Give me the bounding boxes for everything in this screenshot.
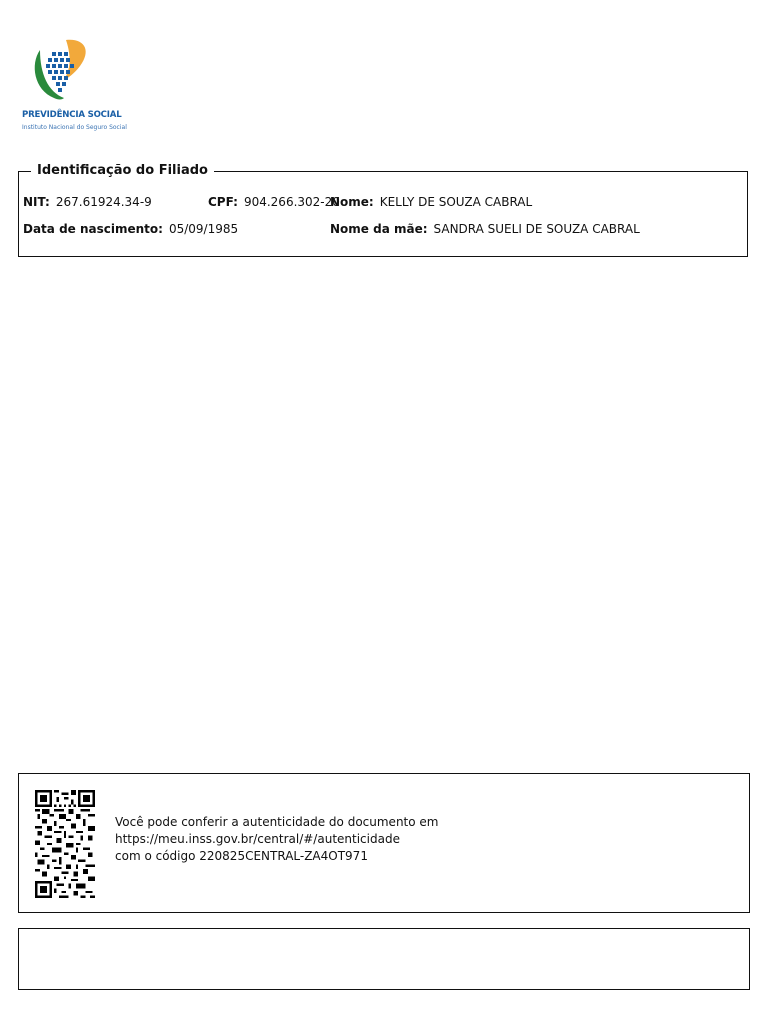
autenticidade-box: [18, 773, 750, 913]
previdencia-social-logo: [18, 36, 127, 140]
nit-value: 267.61924.34-9: [55, 195, 152, 209]
nascimento-label: Data de nascimento:: [23, 222, 163, 236]
nit-label: NIT:: [23, 195, 50, 209]
autenticidade-code: com o código 220825CENTRAL-ZA4OT971: [115, 849, 368, 863]
autenticidade-url: https://meu.inss.gov.br/central/#/autenticidade: [115, 832, 400, 846]
autenticidade-text: [115, 814, 438, 865]
identificacao-filiado-section: [18, 163, 748, 257]
qr-code-icon: [35, 790, 95, 898]
cpf-label: CPF:: [208, 195, 238, 209]
empty-footer-box: [18, 928, 750, 990]
nome-mae-field: [330, 221, 640, 237]
logo-title: PREVIDÊNCIA SOCIAL: [22, 110, 122, 120]
nascimento-field: [23, 221, 238, 237]
logo-subtitle: Instituto Nacional do Seguro Social: [22, 124, 127, 131]
previdencia-logo-icon: [18, 36, 108, 108]
nome-field: [330, 194, 532, 210]
autenticidade-line-1: Você pode conferir a autenticidade do documento em: [115, 815, 439, 829]
nit-field: [23, 194, 152, 210]
cpf-field: [208, 194, 340, 210]
cpf-value: 904.266.302-20: [243, 195, 340, 209]
nome-mae-value: SANDRA SUELI DE SOUZA CABRAL: [433, 222, 640, 236]
nome-value: KELLY DE SOUZA CABRAL: [379, 195, 533, 209]
nascimento-value: 05/09/1985: [168, 222, 239, 236]
nome-mae-label: Nome da mãe:: [330, 222, 428, 236]
section-legend: Identificação do Filiado: [31, 162, 214, 180]
nome-label: Nome:: [330, 195, 374, 209]
